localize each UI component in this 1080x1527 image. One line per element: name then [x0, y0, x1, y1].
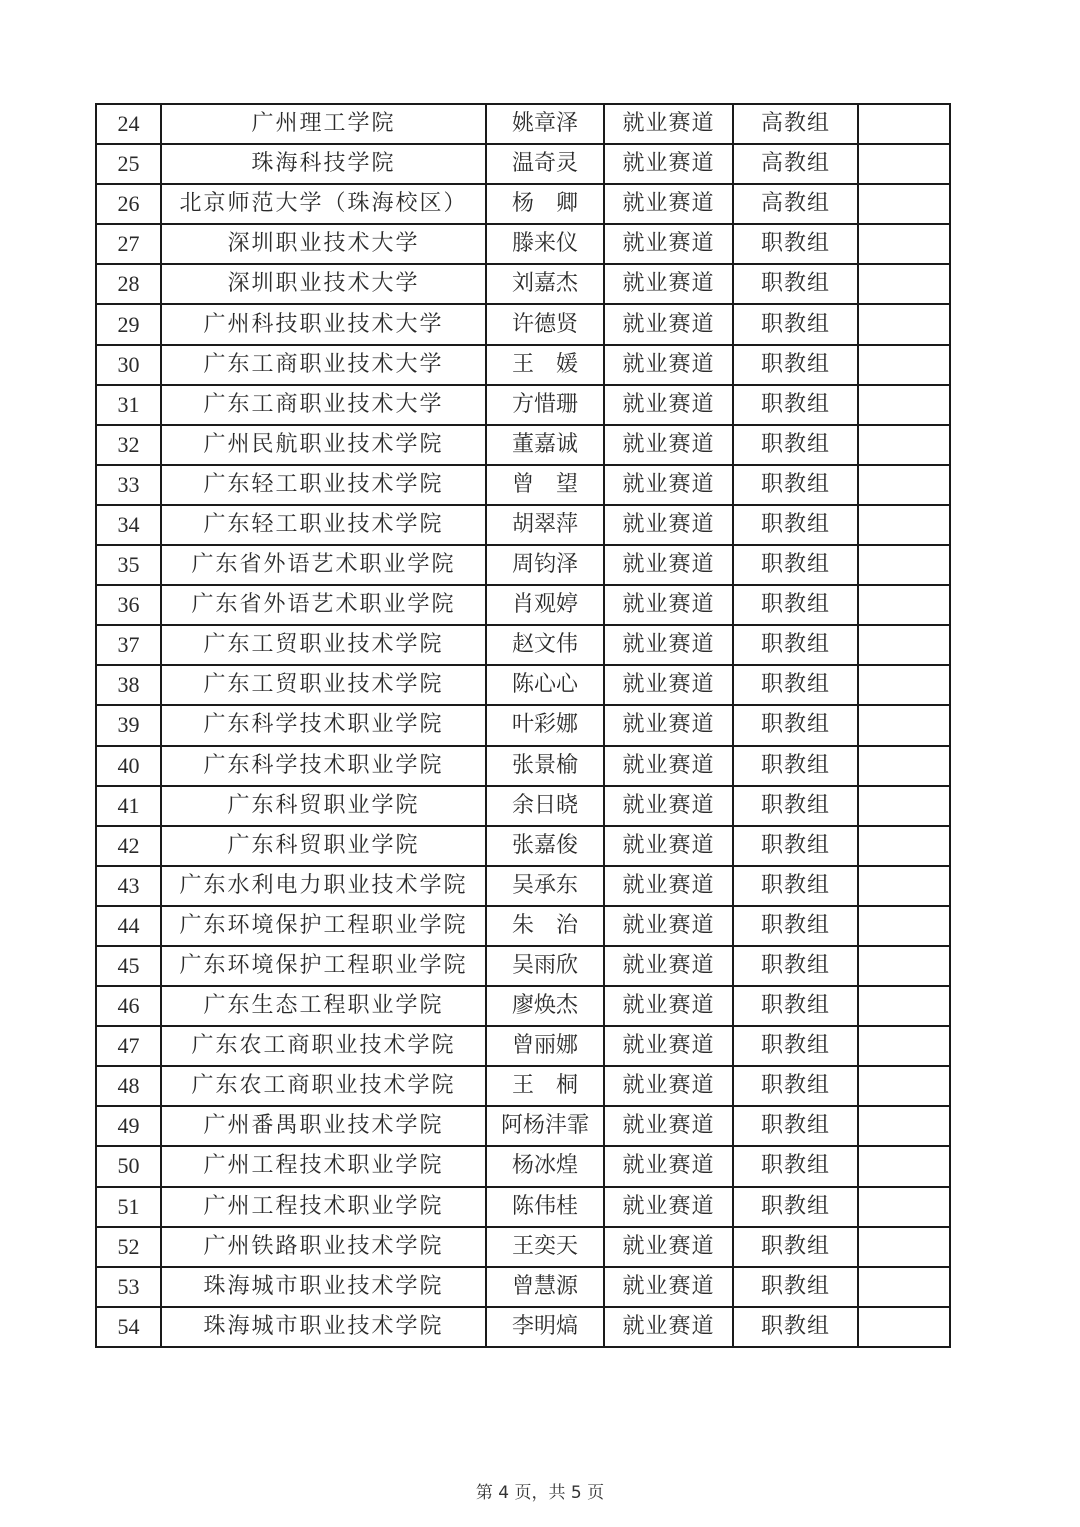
school-name-cell: 广州民航职业技术学院: [161, 425, 486, 465]
table-row: [96, 465, 950, 505]
row-number-cell: 53: [96, 1267, 161, 1307]
group-type-cell: 职教组: [733, 345, 858, 385]
person-name-cell: 赵文伟: [486, 625, 604, 665]
remark-cell: [858, 224, 950, 264]
remark-cell: [858, 585, 950, 625]
person-name-cell: 王 媛: [486, 345, 604, 385]
row-number-cell: 38: [96, 665, 161, 705]
track-type-cell: 就业赛道: [604, 224, 733, 264]
group-type-cell: 职教组: [733, 1026, 858, 1066]
person-name-cell: 肖观婷: [486, 585, 604, 625]
remark-cell: [858, 665, 950, 705]
person-name-cell: 阿杨沣霏: [486, 1106, 604, 1146]
group-type-cell: 高教组: [733, 184, 858, 224]
table-row: [96, 304, 950, 344]
person-name-cell: 李明熇: [486, 1307, 604, 1347]
track-type-cell: 就业赛道: [604, 304, 733, 344]
track-type-cell: 就业赛道: [604, 1106, 733, 1146]
table-row: [96, 1106, 950, 1146]
remark-cell: [858, 1066, 950, 1106]
remark-cell: [858, 425, 950, 465]
school-name-cell: 深圳职业技术大学: [161, 224, 486, 264]
track-type-cell: 就业赛道: [604, 545, 733, 585]
person-name-cell: 陈伟桂: [486, 1187, 604, 1227]
group-type-cell: 职教组: [733, 946, 858, 986]
table-row: [96, 1267, 950, 1307]
row-number-cell: 45: [96, 946, 161, 986]
school-name-cell: 广东环境保护工程职业学院: [161, 906, 486, 946]
group-type-cell: 职教组: [733, 505, 858, 545]
person-name-cell: 廖焕杰: [486, 986, 604, 1026]
school-name-cell: 广东工贸职业技术学院: [161, 665, 486, 705]
roster-table: [95, 103, 951, 1348]
row-number-cell: 54: [96, 1307, 161, 1347]
person-name-cell: 王奕天: [486, 1227, 604, 1267]
track-type-cell: 就业赛道: [604, 385, 733, 425]
school-name-cell: 广东省外语艺术职业学院: [161, 585, 486, 625]
page-number: 第 4 页，共 5 页: [475, 1483, 605, 1503]
track-type-cell: 就业赛道: [604, 425, 733, 465]
person-name-cell: 滕来仪: [486, 224, 604, 264]
group-type-cell: 职教组: [733, 1187, 858, 1227]
row-number-cell: 31: [96, 385, 161, 425]
track-type-cell: 就业赛道: [604, 585, 733, 625]
row-number-cell: 49: [96, 1106, 161, 1146]
table-row: [96, 826, 950, 866]
remark-cell: [858, 625, 950, 665]
remark-cell: [858, 705, 950, 745]
row-number-cell: 51: [96, 1187, 161, 1227]
person-name-cell: 张嘉俊: [486, 826, 604, 866]
person-name-cell: 朱 治: [486, 906, 604, 946]
remark-cell: [858, 184, 950, 224]
school-name-cell: 深圳职业技术大学: [161, 264, 486, 304]
remark-cell: [858, 1026, 950, 1066]
person-name-cell: 吴承东: [486, 866, 604, 906]
remark-cell: [858, 304, 950, 344]
remark-cell: [858, 264, 950, 304]
school-name-cell: 珠海科技学院: [161, 144, 486, 184]
track-type-cell: 就业赛道: [604, 465, 733, 505]
row-number-cell: 35: [96, 545, 161, 585]
table-row: [96, 986, 950, 1026]
school-name-cell: 广东环境保护工程职业学院: [161, 946, 486, 986]
row-number-cell: 50: [96, 1146, 161, 1186]
track-type-cell: 就业赛道: [604, 1267, 733, 1307]
track-type-cell: 就业赛道: [604, 1227, 733, 1267]
school-name-cell: 广东水利电力职业技术学院: [161, 866, 486, 906]
person-name-cell: 许德贤: [486, 304, 604, 344]
row-number-cell: 36: [96, 585, 161, 625]
table-row: [96, 1066, 950, 1106]
group-type-cell: 职教组: [733, 1307, 858, 1347]
group-type-cell: 职教组: [733, 866, 858, 906]
track-type-cell: 就业赛道: [604, 505, 733, 545]
person-name-cell: 胡翠萍: [486, 505, 604, 545]
school-name-cell: 广东科学技术职业学院: [161, 705, 486, 745]
table-row: [96, 705, 950, 745]
remark-cell: [858, 385, 950, 425]
remark-cell: [858, 545, 950, 585]
remark-cell: [858, 746, 950, 786]
group-type-cell: 职教组: [733, 425, 858, 465]
group-type-cell: 职教组: [733, 224, 858, 264]
group-type-cell: 职教组: [733, 705, 858, 745]
track-type-cell: 就业赛道: [604, 1146, 733, 1186]
group-type-cell: 职教组: [733, 746, 858, 786]
table-row: [96, 866, 950, 906]
person-name-cell: 温奇灵: [486, 144, 604, 184]
remark-cell: [858, 1106, 950, 1146]
person-name-cell: 方惜珊: [486, 385, 604, 425]
row-number-cell: 26: [96, 184, 161, 224]
group-type-cell: 职教组: [733, 1267, 858, 1307]
school-name-cell: 广州番禺职业技术学院: [161, 1106, 486, 1146]
group-type-cell: 高教组: [733, 104, 858, 144]
school-name-cell: 广东工商职业技术大学: [161, 345, 486, 385]
remark-cell: [858, 1187, 950, 1227]
remark-cell: [858, 1146, 950, 1186]
track-type-cell: 就业赛道: [604, 786, 733, 826]
remark-cell: [858, 465, 950, 505]
track-type-cell: 就业赛道: [604, 345, 733, 385]
row-number-cell: 52: [96, 1227, 161, 1267]
table-row: [96, 1307, 950, 1347]
track-type-cell: 就业赛道: [604, 906, 733, 946]
row-number-cell: 30: [96, 345, 161, 385]
group-type-cell: 职教组: [733, 625, 858, 665]
table-row: [96, 385, 950, 425]
table-row: [96, 264, 950, 304]
table-row: [96, 345, 950, 385]
group-type-cell: 职教组: [733, 826, 858, 866]
group-type-cell: 职教组: [733, 1066, 858, 1106]
school-name-cell: 广东农工商职业技术学院: [161, 1066, 486, 1106]
track-type-cell: 就业赛道: [604, 866, 733, 906]
row-number-cell: 42: [96, 826, 161, 866]
track-type-cell: 就业赛道: [604, 986, 733, 1026]
person-name-cell: 曾 望: [486, 465, 604, 505]
school-name-cell: 广州科技职业技术大学: [161, 304, 486, 344]
group-type-cell: 职教组: [733, 1227, 858, 1267]
remark-cell: [858, 1267, 950, 1307]
track-type-cell: 就业赛道: [604, 826, 733, 866]
school-name-cell: 广州理工学院: [161, 104, 486, 144]
group-type-cell: 职教组: [733, 665, 858, 705]
table-row: [96, 665, 950, 705]
table-row: [96, 425, 950, 465]
school-name-cell: 广东工商职业技术大学: [161, 385, 486, 425]
person-name-cell: 杨 卿: [486, 184, 604, 224]
remark-cell: [858, 946, 950, 986]
person-name-cell: 陈心心: [486, 665, 604, 705]
school-name-cell: 珠海城市职业技术学院: [161, 1267, 486, 1307]
remark-cell: [858, 1227, 950, 1267]
track-type-cell: 就业赛道: [604, 625, 733, 665]
person-name-cell: 董嘉诚: [486, 425, 604, 465]
roster-table-body: [96, 104, 950, 1347]
school-name-cell: 广东农工商职业技术学院: [161, 1026, 486, 1066]
row-number-cell: 47: [96, 1026, 161, 1066]
track-type-cell: 就业赛道: [604, 746, 733, 786]
school-name-cell: 广东科贸职业学院: [161, 786, 486, 826]
table-row: [96, 545, 950, 585]
group-type-cell: 职教组: [733, 906, 858, 946]
track-type-cell: 就业赛道: [604, 264, 733, 304]
remark-cell: [858, 345, 950, 385]
row-number-cell: 37: [96, 625, 161, 665]
group-type-cell: 职教组: [733, 304, 858, 344]
person-name-cell: 杨冰煌: [486, 1146, 604, 1186]
remark-cell: [858, 826, 950, 866]
remark-cell: [858, 505, 950, 545]
table-row: [96, 786, 950, 826]
track-type-cell: 就业赛道: [604, 1026, 733, 1066]
row-number-cell: 34: [96, 505, 161, 545]
row-number-cell: 43: [96, 866, 161, 906]
track-type-cell: 就业赛道: [604, 1307, 733, 1347]
person-name-cell: 刘嘉杰: [486, 264, 604, 304]
track-type-cell: 就业赛道: [604, 665, 733, 705]
table-row: [96, 224, 950, 264]
row-number-cell: 27: [96, 224, 161, 264]
table-row: [96, 1026, 950, 1066]
table-row: [96, 746, 950, 786]
table-row: [96, 625, 950, 665]
group-type-cell: 高教组: [733, 144, 858, 184]
remark-cell: [858, 986, 950, 1026]
row-number-cell: 28: [96, 264, 161, 304]
row-number-cell: 40: [96, 746, 161, 786]
person-name-cell: 张景榆: [486, 746, 604, 786]
school-name-cell: 广东生态工程职业学院: [161, 986, 486, 1026]
group-type-cell: 职教组: [733, 465, 858, 505]
row-number-cell: 33: [96, 465, 161, 505]
school-name-cell: 广东轻工职业技术学院: [161, 465, 486, 505]
group-type-cell: 职教组: [733, 264, 858, 304]
person-name-cell: 余日晓: [486, 786, 604, 826]
school-name-cell: 广东科贸职业学院: [161, 826, 486, 866]
group-type-cell: 职教组: [733, 1106, 858, 1146]
row-number-cell: 32: [96, 425, 161, 465]
person-name-cell: 吴雨欣: [486, 946, 604, 986]
remark-cell: [858, 1307, 950, 1347]
person-name-cell: 曾丽娜: [486, 1026, 604, 1066]
school-name-cell: 广东工贸职业技术学院: [161, 625, 486, 665]
person-name-cell: 周钧泽: [486, 545, 604, 585]
table-row: [96, 184, 950, 224]
track-type-cell: 就业赛道: [604, 184, 733, 224]
person-name-cell: 曾慧源: [486, 1267, 604, 1307]
row-number-cell: 41: [96, 786, 161, 826]
remark-cell: [858, 786, 950, 826]
table-row: [96, 1187, 950, 1227]
row-number-cell: 25: [96, 144, 161, 184]
school-name-cell: 珠海城市职业技术学院: [161, 1307, 486, 1347]
row-number-cell: 46: [96, 986, 161, 1026]
row-number-cell: 39: [96, 705, 161, 745]
row-number-cell: 48: [96, 1066, 161, 1106]
row-number-cell: 24: [96, 104, 161, 144]
table-row: [96, 946, 950, 986]
remark-cell: [858, 144, 950, 184]
school-name-cell: 北京师范大学（珠海校区）: [161, 184, 486, 224]
group-type-cell: 职教组: [733, 545, 858, 585]
remark-cell: [858, 866, 950, 906]
school-name-cell: 广东轻工职业技术学院: [161, 505, 486, 545]
track-type-cell: 就业赛道: [604, 104, 733, 144]
school-name-cell: 广东科学技术职业学院: [161, 746, 486, 786]
track-type-cell: 就业赛道: [604, 1187, 733, 1227]
table-row: [96, 1146, 950, 1186]
track-type-cell: 就业赛道: [604, 946, 733, 986]
school-name-cell: 广东省外语艺术职业学院: [161, 545, 486, 585]
group-type-cell: 职教组: [733, 786, 858, 826]
table-row: [96, 104, 950, 144]
table-row: [96, 585, 950, 625]
table-row: [96, 505, 950, 545]
person-name-cell: 王 桐: [486, 1066, 604, 1106]
group-type-cell: 职教组: [733, 585, 858, 625]
school-name-cell: 广州工程技术职业学院: [161, 1146, 486, 1186]
school-name-cell: 广州铁路职业技术学院: [161, 1227, 486, 1267]
track-type-cell: 就业赛道: [604, 1066, 733, 1106]
person-name-cell: 姚章泽: [486, 104, 604, 144]
row-number-cell: 44: [96, 906, 161, 946]
group-type-cell: 职教组: [733, 986, 858, 1026]
row-number-cell: 29: [96, 304, 161, 344]
table-row: [96, 144, 950, 184]
table-row: [96, 906, 950, 946]
school-name-cell: 广州工程技术职业学院: [161, 1187, 486, 1227]
group-type-cell: 职教组: [733, 385, 858, 425]
track-type-cell: 就业赛道: [604, 705, 733, 745]
track-type-cell: 就业赛道: [604, 144, 733, 184]
group-type-cell: 职教组: [733, 1146, 858, 1186]
person-name-cell: 叶彩娜: [486, 705, 604, 745]
remark-cell: [858, 906, 950, 946]
remark-cell: [858, 104, 950, 144]
table-row: [96, 1227, 950, 1267]
